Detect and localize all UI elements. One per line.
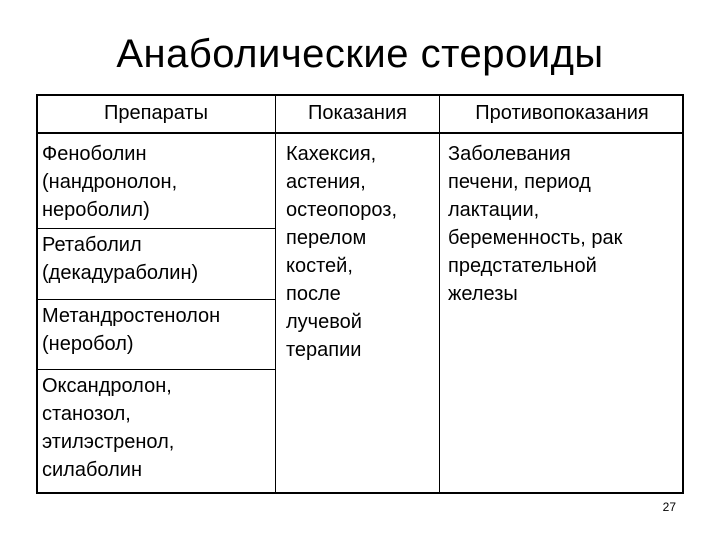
- contraindications-cell: Заболевания печени, период лактации, беременность, рак предстательной железы: [448, 143, 623, 305]
- table-border-top: [36, 94, 684, 96]
- drug-row-divider-2: [36, 299, 276, 300]
- column-divider-2: [439, 94, 440, 494]
- table-border-right: [682, 94, 684, 494]
- drug-cell-oksandrolon: Оксандролон, станозол, этилэстренол, силаболин: [42, 375, 175, 481]
- header-contraindications: Противопоказания: [475, 102, 649, 124]
- column-divider-1: [275, 94, 276, 494]
- drug-cell-fenobolin: Феноболин (нандронолон, нероболил): [42, 143, 178, 221]
- header-indications: Показания: [308, 102, 407, 124]
- table-border-bottom: [36, 492, 684, 494]
- drug-row-divider-3: [36, 369, 276, 370]
- indications-cell: Кахексия, астения, остеопороз, перелом костей, после лучевой терапии: [286, 143, 398, 361]
- header-divider: [36, 132, 684, 134]
- page-title: Анаболические стероиды: [116, 32, 604, 76]
- page-number: 27: [662, 500, 676, 514]
- drug-cell-retabolil: Ретаболил (декадураболин): [42, 234, 199, 284]
- drug-row-divider-1: [36, 228, 276, 229]
- header-drugs: Препараты: [104, 102, 208, 124]
- table-border-left: [36, 94, 38, 494]
- drug-cell-metandrostenolon: Метандростенолон (неробол): [42, 305, 221, 355]
- steroids-table: [36, 94, 684, 494]
